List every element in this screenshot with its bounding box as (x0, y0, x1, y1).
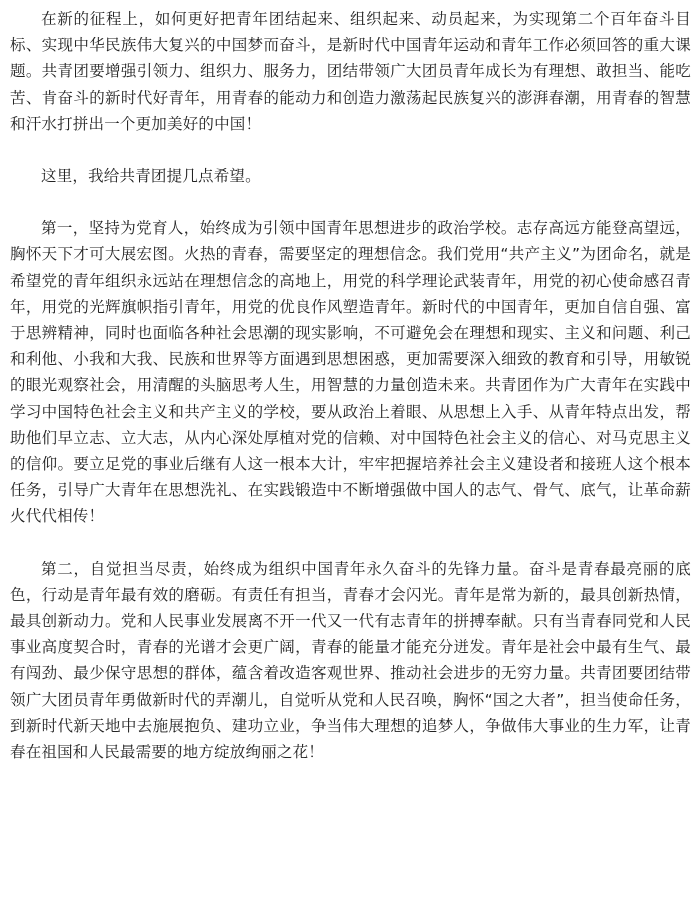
paragraph-intro: 在新的征程上，如何更好把青年团结起来、组织起来、动员起来，为实现第二个百年奋斗目标、实现中华民族伟大复兴的中国梦而奋斗，是新时代中国青年运动和青年工作必须回答的重大课题。共青团要增强引领力、组织力、服务力，团结带领广大团员青年成长为有理想、敢担当、能吃苦、肯奋斗的新时代好青年，用青春的能动力和创造力激荡起民族复兴的澎湃春潮，用青春的智慧和汗水打拼出一个更加美好的中国！ (10, 10, 691, 133)
paragraph-first-point: 第一，坚持为党育人，始终成为引领中国青年思想进步的政治学校。志存高远方能登高望远，胸怀天下才可大展宏图。火热的青春，需要坚定的理想信念。我们党用“共产主义”为团命名，就是希望党的青年组织永远站在理想信念的高地上，用党的科学理论武装青年，用党的初心使命感召青年，用党的光辉旗帜指引青年，用党的优良作风塑造青年。新时代的中国青年，更加自信自强、富于思辨精神，同时也面临各种社会思潮的现实影响，不可避免会在理想和现实、主义和问题、利己和利他、小我和大我、民族和世界等方面遇到思想困惑，更加需要深入细致的教育和引导，用敏锐的眼光观察社会，用清醒的头脑思考人生，用智慧的力量创造未来。共青团作为广大青年在实践中学习中国特色社会主义和共产主义的学校，要从政治上着眼、从思想上入手、从青年特点出发，帮助他们早立志、立大志，从内心深处厚植对党的信赖、对中国特色社会主义的信心、对马克思主义的信仰。要立足党的事业后继有人这一根本大计，牢牢把握培养社会主义建设者和接班人这个根本任务，引导广大青年在思想洗礼、在实践锻造中不断增强做中国人的志气、骨气、底气，让革命薪火代代相传！ (10, 219, 691, 526)
paragraph-hopes-lead: 这里，我给共青团提几点希望。 (41, 167, 261, 186)
paragraph-second-point: 第二，自觉担当尽责，始终成为组织中国青年永久奋斗的先锋力量。奋斗是青春最亮丽的底色，行动是青年最有效的磨砺。有责任有担当，青春才会闪光。青年是常为新的，最具创新热情，最具创新动力。党和人民事业发展离不开一代又一代有志青年的拼搏奉献。只有当青春同党和人民事业高度契合时，青春的光谱才会更广阔，青春的能量才能充分迸发。青年是社会中最有生气、最有闯劲、最少保守思想的群体，蕴含着改造客观世界、推动社会进步的无穷力量。共青团要团结带领广大团员青年勇做新时代的弄潮儿，自觉听从党和人民召唤，胸怀“国之大者”，担当使命任务，到新时代新天地中去施展抱负、建功立业，争当伟大理想的追梦人，争做伟大事业的生力军，让青春在祖国和人民最需要的地方绽放绚丽之花！ (10, 559, 691, 762)
